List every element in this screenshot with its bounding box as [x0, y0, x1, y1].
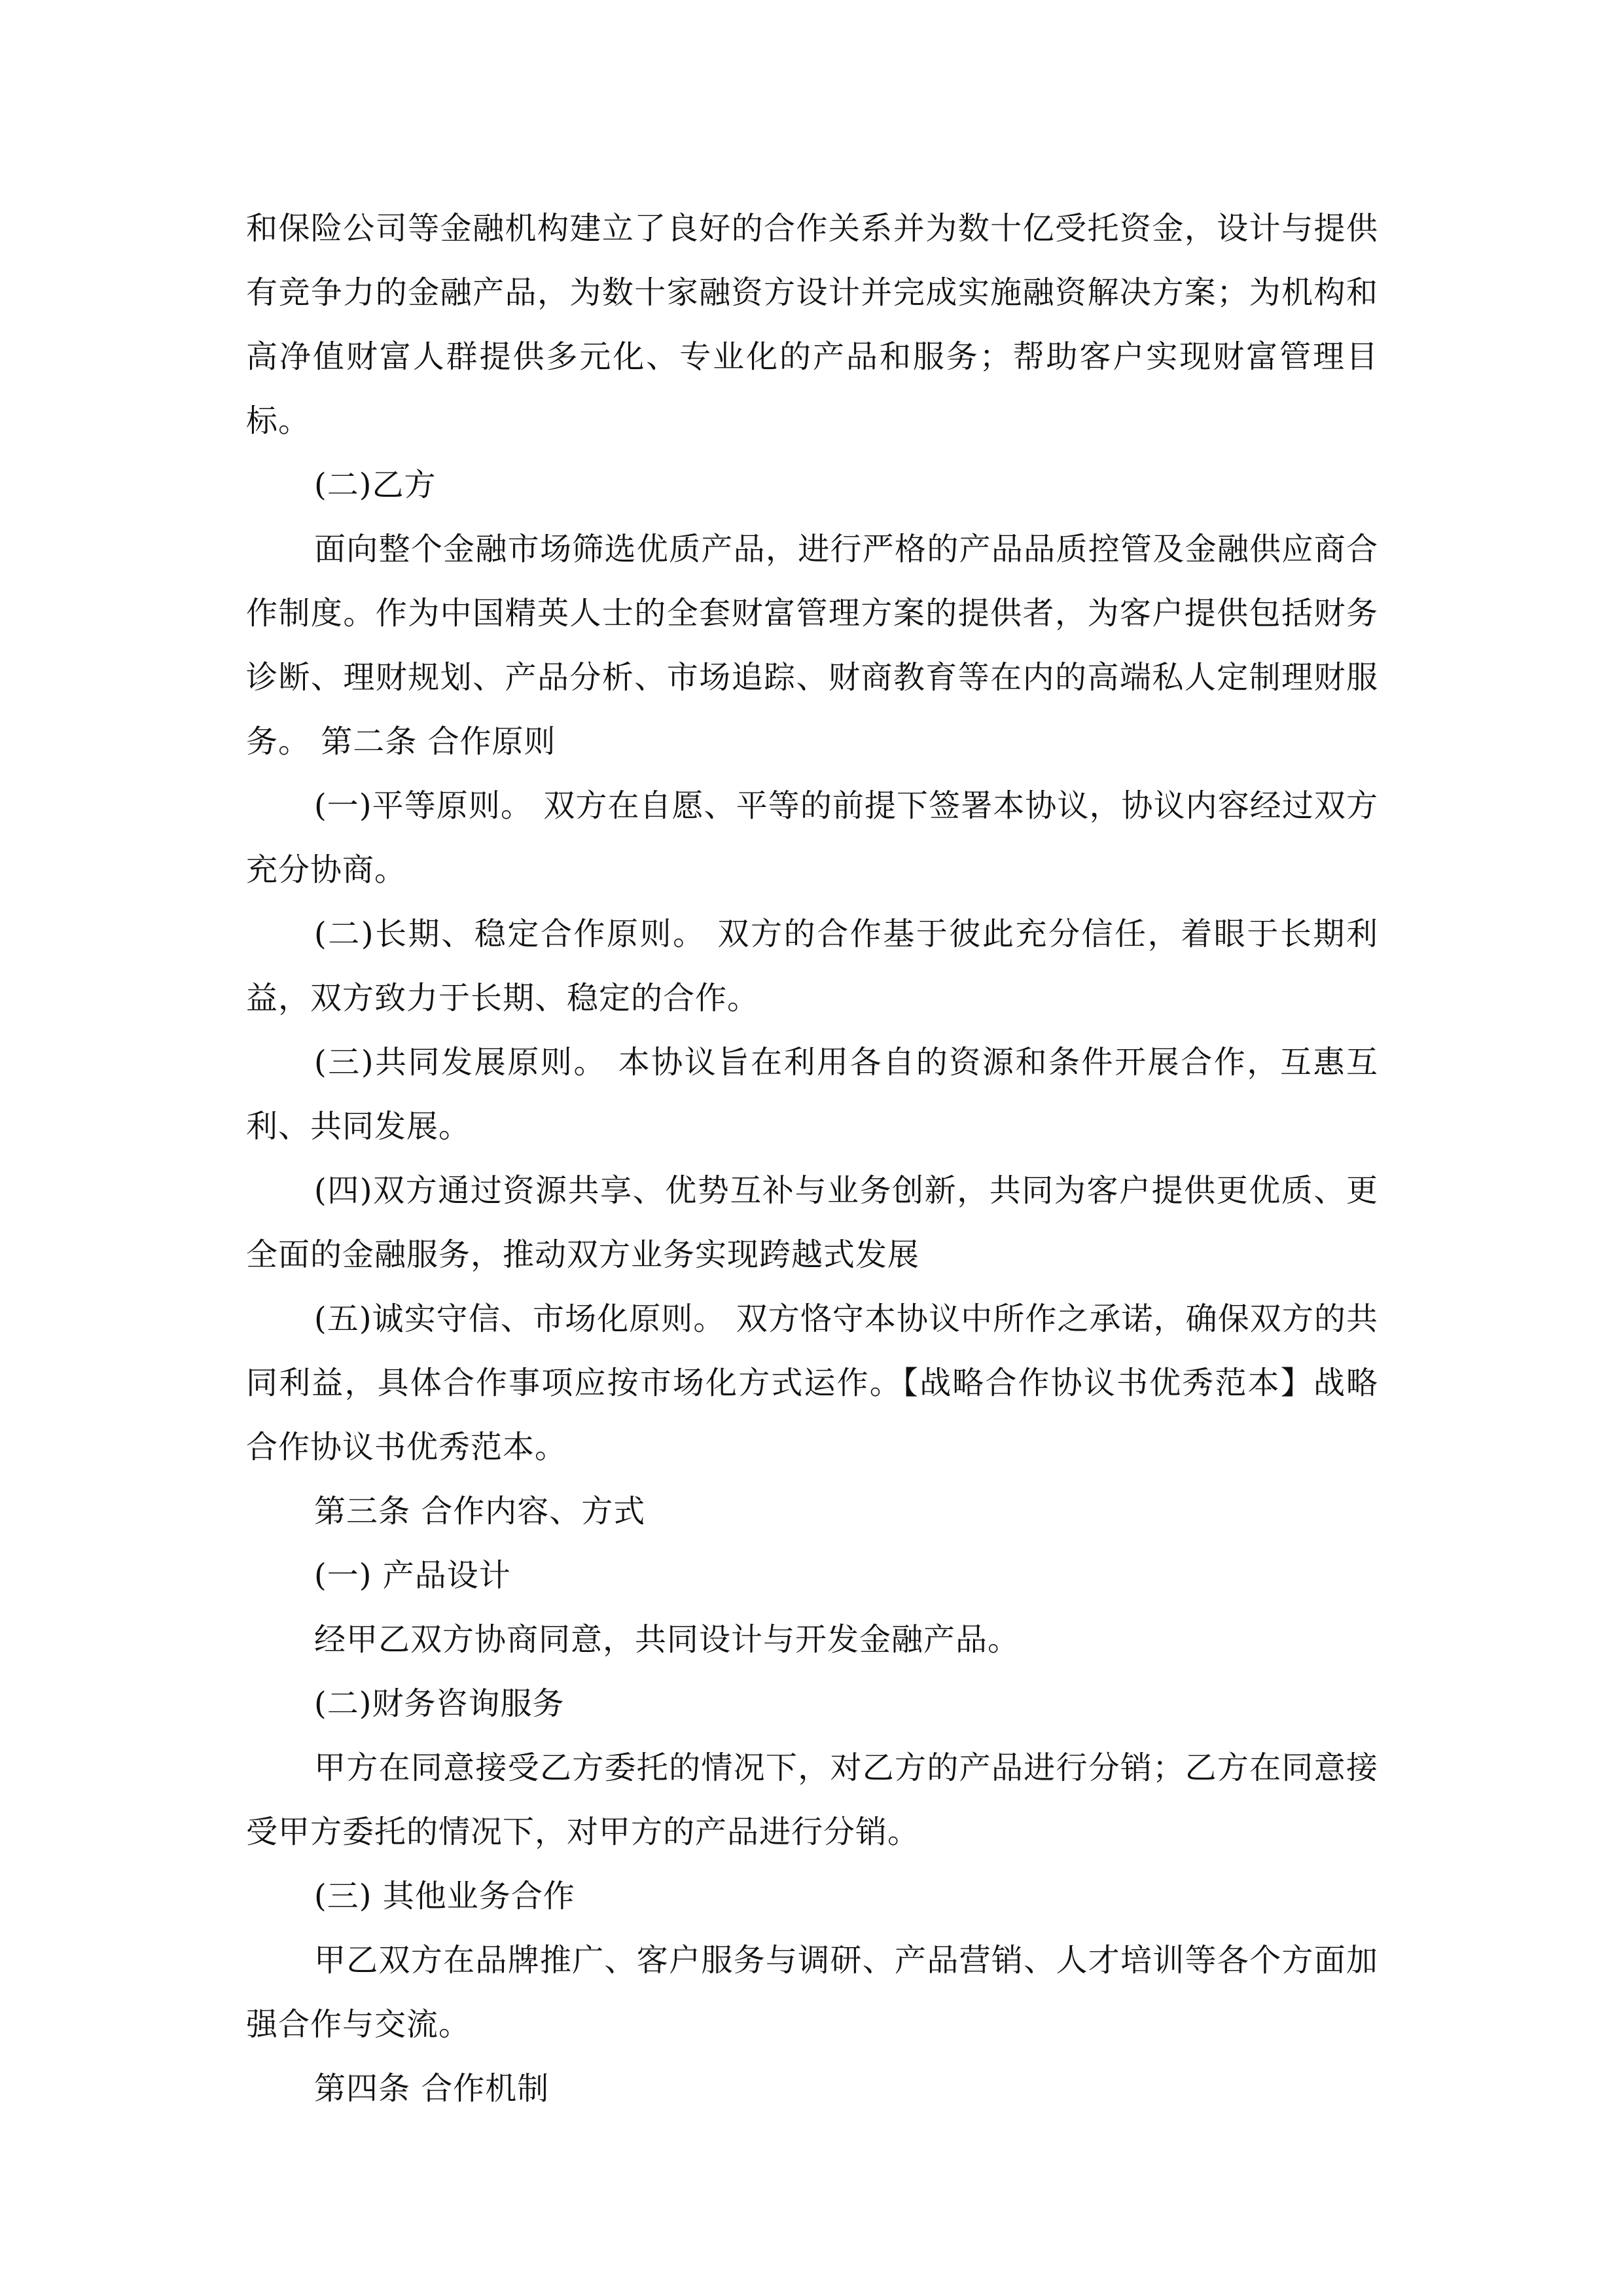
section-party-b: (二)乙方: [314, 467, 437, 503]
paragraph-intro-continued: 和保险公司等金融机构建立了良好的合作关系并为数十亿受托资金，设计与提供有竞争力的金融产品，为数十家融资方设计并完成实施融资解决方案；为机构和高净值财富人群提供多元化、专业化的产品和服务；帮助客户实现财富管理目标。: [246, 210, 1378, 439]
paragraph-financial-consulting: 甲方在同意接受乙方委托的情况下，对乙方的产品进行分销；乙方在同意接受甲方委托的情况下，对甲方的产品进行分销。: [246, 1749, 1378, 1850]
item-financial-consulting: (二)财务咨询服务: [314, 1685, 565, 1722]
document-body: [246, 196, 1378, 2121]
paragraph-other-business: 甲乙双方在品牌推广、客户服务与调研、产品营销、人才培训等各个方面加强合作与交流。: [246, 1942, 1378, 2043]
paragraph-product-design: 经甲乙双方协商同意，共同设计与开发金融产品。: [314, 1621, 1020, 1658]
principle-long-term: (二)长期、稳定合作原则。 双方的合作基于彼此充分信任，着眼于长期利益，双方致力于长期、稳定的合作。: [246, 916, 1378, 1016]
article-four-heading: 第四条 合作机制: [314, 2070, 550, 2107]
paragraph-party-b-description: 面向整个金融市场筛选优质产品，进行严格的产品品质控管及金融供应商合作制度。作为中国精英人士的全套财富管理方案的提供者，为客户提供包括财务诊断、理财规划、产品分析、市场追踪、财商教育等在内的高端私人定制理财服务。 第二条 合作原则: [246, 531, 1378, 760]
principle-integrity: (五)诚实守信、市场化原则。 双方恪守本协议中所作之承诺，确保双方的共同利益，具体合作事项应按市场化方式运作。【战略合作协议书优秀范本】战略合作协议书优秀范本。: [246, 1300, 1378, 1465]
principle-resource-sharing: (四)双方通过资源共享、优势互补与业务创新，共同为客户提供更优质、更全面的金融服务，推动双方业务实现跨越式发展: [246, 1172, 1378, 1273]
item-product-design: (一) 产品设计: [314, 1557, 511, 1594]
article-three-heading: 第三条 合作内容、方式: [314, 1493, 646, 1530]
principle-equality: (一)平等原则。 双方在自愿、平等的前提下签署本协议，协议内容经过双方充分协商。: [246, 787, 1378, 888]
principle-common-development: (三)共同发展原则。 本协议旨在利用各自的资源和条件开展合作，互惠互利、共同发展。: [246, 1044, 1378, 1145]
item-other-business: (三) 其他业务合作: [314, 1878, 575, 1914]
